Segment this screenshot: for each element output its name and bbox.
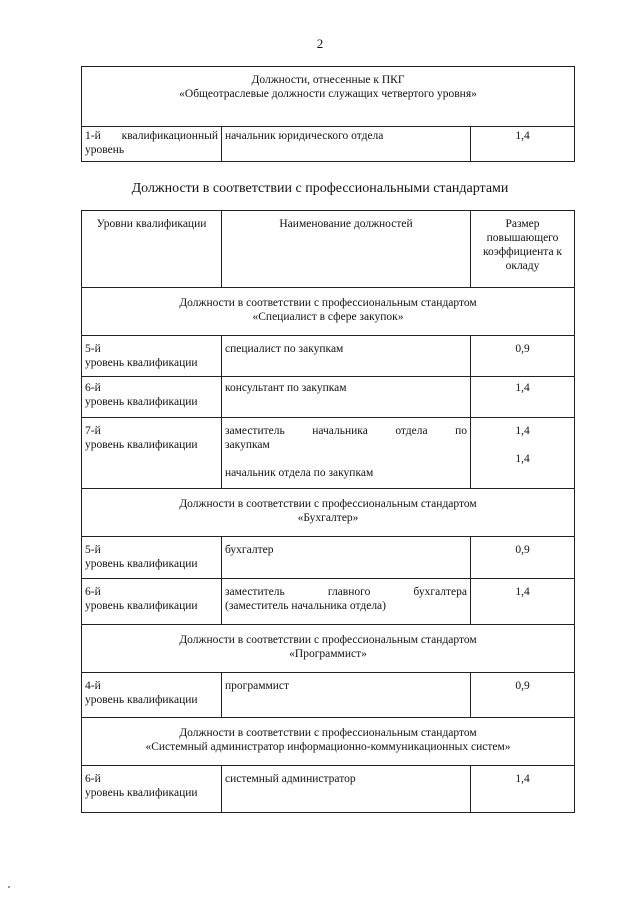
group-header-line: Должности в соответствии с профессиональным стандартом xyxy=(179,498,477,510)
group-header-line: Должности в соответствии с профессиональным стандартом xyxy=(179,297,477,309)
coefficient-cell: 1,4 xyxy=(471,127,575,162)
table-group-header xyxy=(82,718,575,766)
level-number: 5-й xyxy=(85,544,101,556)
position-cell: системный администратор xyxy=(222,766,471,813)
position-cell: специалист по закупкам xyxy=(222,336,471,377)
table-group-header xyxy=(82,625,575,673)
position-text: закупкам xyxy=(225,439,270,451)
position-cell: консультант по закупкам xyxy=(222,377,471,418)
column-header: Размер повышающего коэффициента к окладу xyxy=(471,211,575,288)
coefficient-cell: 0,9 xyxy=(471,673,575,718)
group-header-line: «Общеотраслевые должности служащих четвертого уровня» xyxy=(179,88,477,100)
qualification-level-cell xyxy=(82,537,222,579)
level-label: уровень квалификации xyxy=(85,396,198,408)
qualification-level-cell xyxy=(82,766,222,813)
coefficient-cell xyxy=(471,418,575,489)
position-text: заместитель начальника отдела по xyxy=(225,425,467,437)
coefficient-cell: 0,9 xyxy=(471,537,575,579)
group-header-line: Должности в соответствии с профессиональным стандартом xyxy=(179,727,477,739)
table-group-row xyxy=(82,718,575,766)
level-label: уровень квалификации xyxy=(85,694,198,706)
group-header-line: «Системный администратор информационно-коммуникационных систем» xyxy=(145,741,511,753)
page-number: 2 xyxy=(316,36,324,51)
qualification-level-cell: 1-й квалификационный уровень xyxy=(82,127,222,162)
table-row xyxy=(82,766,575,813)
coefficient-value: 1,4 xyxy=(515,453,530,465)
qualification-level-cell xyxy=(82,336,222,377)
qualification-level-cell xyxy=(82,377,222,418)
coefficient-cell: 1,4 xyxy=(471,766,575,813)
table-header-row xyxy=(82,67,575,127)
level-number: 7-й xyxy=(85,425,101,437)
table-row xyxy=(82,418,575,489)
table-group-row xyxy=(82,489,575,537)
table-row xyxy=(82,537,575,579)
level-label: уровень квалификации xyxy=(85,439,198,451)
column-header: Наименование должностей xyxy=(222,211,471,288)
coefficient-value: 1,4 xyxy=(515,425,530,437)
table-group-header xyxy=(82,288,575,336)
qualification-level-cell xyxy=(82,418,222,489)
table-row xyxy=(82,336,575,377)
table-group-row xyxy=(82,625,575,673)
level-label: уровень квалификации xyxy=(85,558,198,570)
table-group-row xyxy=(82,288,575,336)
column-header-row xyxy=(82,211,575,288)
table-group-header xyxy=(82,67,575,127)
position-text: начальник отдела по закупкам xyxy=(225,467,374,479)
level-number: 5-й xyxy=(85,343,101,355)
table-row xyxy=(82,377,575,418)
level-label: уровень квалификации xyxy=(85,357,198,369)
coefficient-cell: 1,4 xyxy=(471,377,575,418)
group-header-line: «Бухгалтер» xyxy=(297,512,359,524)
level-label: уровень квалификации xyxy=(85,600,198,612)
table-row xyxy=(82,673,575,718)
table-group-header xyxy=(82,489,575,537)
group-header-line: «Программист» xyxy=(289,648,367,660)
position-cell xyxy=(222,579,471,625)
position-cell xyxy=(222,418,471,489)
position-cell: бухгалтер xyxy=(222,537,471,579)
pkg-positions-table xyxy=(81,66,575,162)
position-cell: начальник юридического отдела xyxy=(222,127,471,162)
level-number: 6-й xyxy=(85,382,101,394)
group-header-line: «Специалист в сфере закупок» xyxy=(252,311,404,323)
group-header-line: Должности в соответствии с профессиональным стандартом xyxy=(179,634,477,646)
qualification-level-cell xyxy=(82,673,222,718)
section-title: Должности в соответствии с профессиональными стандартами xyxy=(131,181,509,196)
level-number: 4-й xyxy=(85,680,101,692)
position-cell: программист xyxy=(222,673,471,718)
table-row xyxy=(82,579,575,625)
column-header: Уровни квалификации xyxy=(82,211,222,288)
table-row xyxy=(82,127,575,162)
qualification-level-cell xyxy=(82,579,222,625)
level-label: уровень квалификации xyxy=(85,787,198,799)
coefficient-cell: 1,4 xyxy=(471,579,575,625)
position-text: заместитель главного бухгалтера xyxy=(225,586,467,598)
level-number: 6-й xyxy=(85,586,101,598)
position-text: (заместитель начальника отдела) xyxy=(225,600,386,612)
level-number: 6-й xyxy=(85,773,101,785)
scan-speck xyxy=(8,886,10,888)
coefficient-cell: 0,9 xyxy=(471,336,575,377)
group-header-line: Должности, отнесенные к ПКГ xyxy=(251,74,405,86)
professional-standards-table xyxy=(81,210,575,813)
